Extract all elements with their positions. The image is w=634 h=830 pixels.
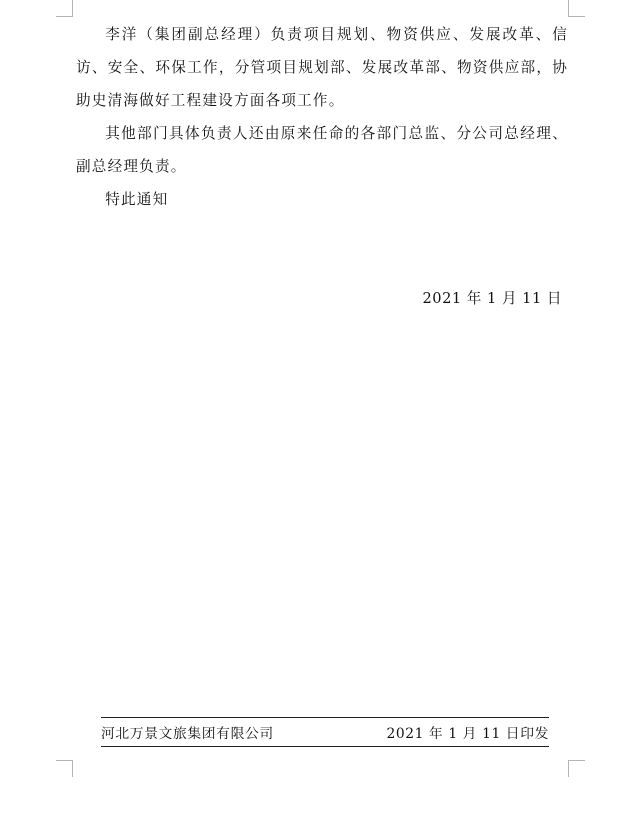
- crop-mark-bottom-right: [568, 760, 585, 777]
- document-date: 2021 年 1 月 11 日: [422, 290, 562, 307]
- paragraph-2: 其他部门具体负责人还由原来任命的各部门总监、分公司总经理、副总经理负责。: [76, 125, 568, 175]
- crop-mark-top-left: [56, 0, 73, 17]
- footer-rule-top: [101, 717, 549, 718]
- footer: [101, 720, 549, 744]
- footer-rule-bottom: [101, 746, 549, 747]
- footer-issue-date: 2021 年 1 月 11 日印发: [386, 726, 549, 742]
- document-body: [76, 18, 568, 216]
- crop-mark-top-right: [568, 0, 585, 17]
- crop-mark-bottom-left: [56, 760, 73, 777]
- paragraph-1: 李洋（集团副总经理）负责项目规划、物资供应、发展改革、信访、安全、环保工作，分管项目规划部、发展改革部、物资供应部，协助史清海做好工程建设方面各项工作。: [76, 26, 568, 109]
- notice-closing: 特此通知: [105, 191, 169, 208]
- footer-organization: 河北万景文旅集团有限公司: [101, 726, 274, 742]
